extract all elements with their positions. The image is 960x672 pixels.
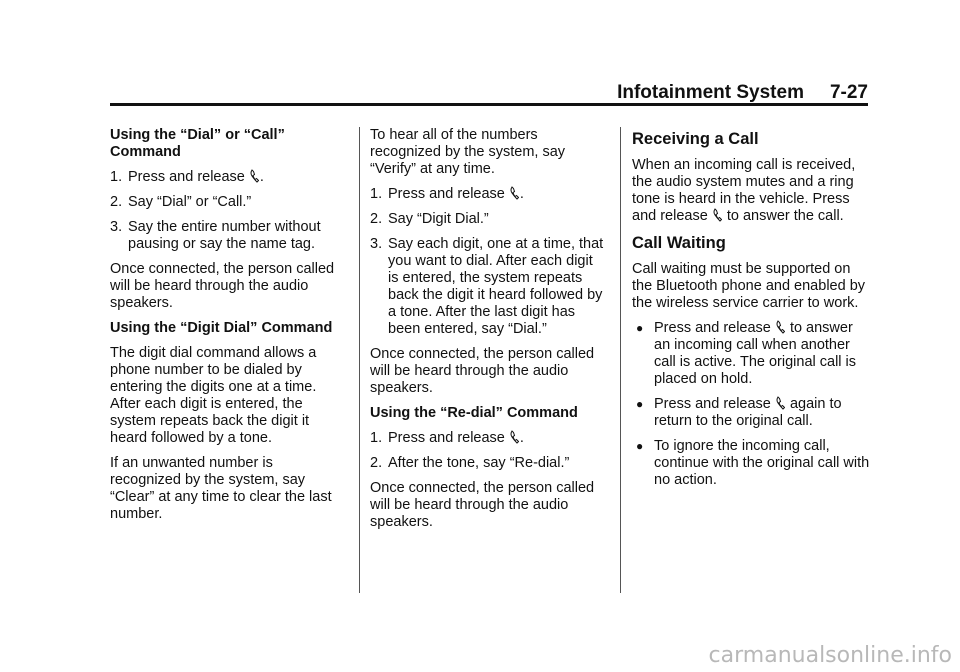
paragraph: Call waiting must be supported on the Bluetooth phone and enabled by the wireless service carrier to work.: [632, 261, 866, 311]
paragraph: Once connected, the person called will be heard through the audio speakers.: [370, 346, 595, 396]
column-divider: [620, 127, 621, 593]
list-item: 2. After the tone, say “Re-dial.”: [370, 455, 570, 471]
paragraph: Once connected, the person called will be heard through the audio speakers.: [370, 480, 595, 530]
list-item: 1. Press and release .: [370, 186, 524, 202]
list-item: ● Press and release again to return to the original call.: [636, 396, 842, 429]
push-to-talk-icon: [776, 320, 785, 334]
column-1: [110, 127, 342, 531]
bullet-icon: ●: [636, 439, 644, 453]
paragraph: Once connected, the person called will be heard through the audio speakers.: [110, 261, 335, 311]
list-item: 1. Press and release .: [110, 169, 264, 185]
list-item: 3. Say the entire number without pausing or say the name tag.: [110, 219, 321, 252]
watermark: carmanualsonline.info: [708, 643, 952, 668]
push-to-talk-icon: [250, 169, 259, 183]
column-2: [370, 127, 605, 539]
push-to-talk-icon: [776, 396, 785, 410]
column-3: [632, 127, 872, 497]
push-to-talk-icon: [510, 186, 519, 200]
re-dial-steps: [370, 430, 605, 472]
list-item: 2. Say “Dial” or “Call.”: [110, 194, 252, 210]
paragraph: When an incoming call is received, the audio system mutes and a ring tone is heard in the vehicle. Press and release to answer the call.: [632, 157, 856, 224]
subheading-dial-call: Using the “Dial” or “Call” Command: [110, 127, 285, 160]
header-rule: [110, 103, 868, 106]
heading-receiving-a-call: Receiving a Call: [632, 130, 759, 148]
list-item: 1. Press and release .: [370, 430, 524, 446]
column-divider: [359, 127, 360, 593]
list-item: 2. Say “Digit Dial.”: [370, 211, 489, 227]
paragraph: The digit dial command allows a phone number to be dialed by entering the digits one at a time. After each digit is entered, the system repeats back the digit it heard followed by a tone.: [110, 345, 317, 446]
subheading-digit-dial: Using the “Digit Dial” Command: [110, 320, 333, 336]
push-to-talk-icon: [510, 430, 519, 444]
bullet-icon: ●: [636, 321, 644, 335]
list-item: 3. Say each digit, one at a time, that you want to dial. After each digit is entered, the system repeats back the digit it heard followed by a tone. After the last digit has been entered, say “Dial.”: [370, 236, 604, 337]
paragraph: To hear all of the numbers recognized by the system, say “Verify” at any time.: [370, 127, 566, 177]
list-item: ● Press and release to answer an incoming call when another call is active. The original call is placed on hold.: [636, 320, 857, 387]
bullet-icon: ●: [636, 397, 644, 411]
subheading-re-dial: Using the “Re-dial” Command: [370, 405, 578, 421]
call-waiting-bullets: [632, 320, 872, 489]
dial-call-steps: [110, 169, 342, 253]
list-item: ● To ignore the incoming call, continue with the original call with no action.: [636, 438, 870, 488]
paragraph: If an unwanted number is recognized by the system, say “Clear” at any time to clear the last number.: [110, 455, 332, 522]
heading-call-waiting: Call Waiting: [632, 234, 726, 252]
page-number: 7-27: [829, 82, 868, 103]
digit-dial-steps: [370, 186, 605, 338]
push-to-talk-icon: [713, 208, 722, 222]
section-title: Infotainment System: [617, 82, 804, 103]
